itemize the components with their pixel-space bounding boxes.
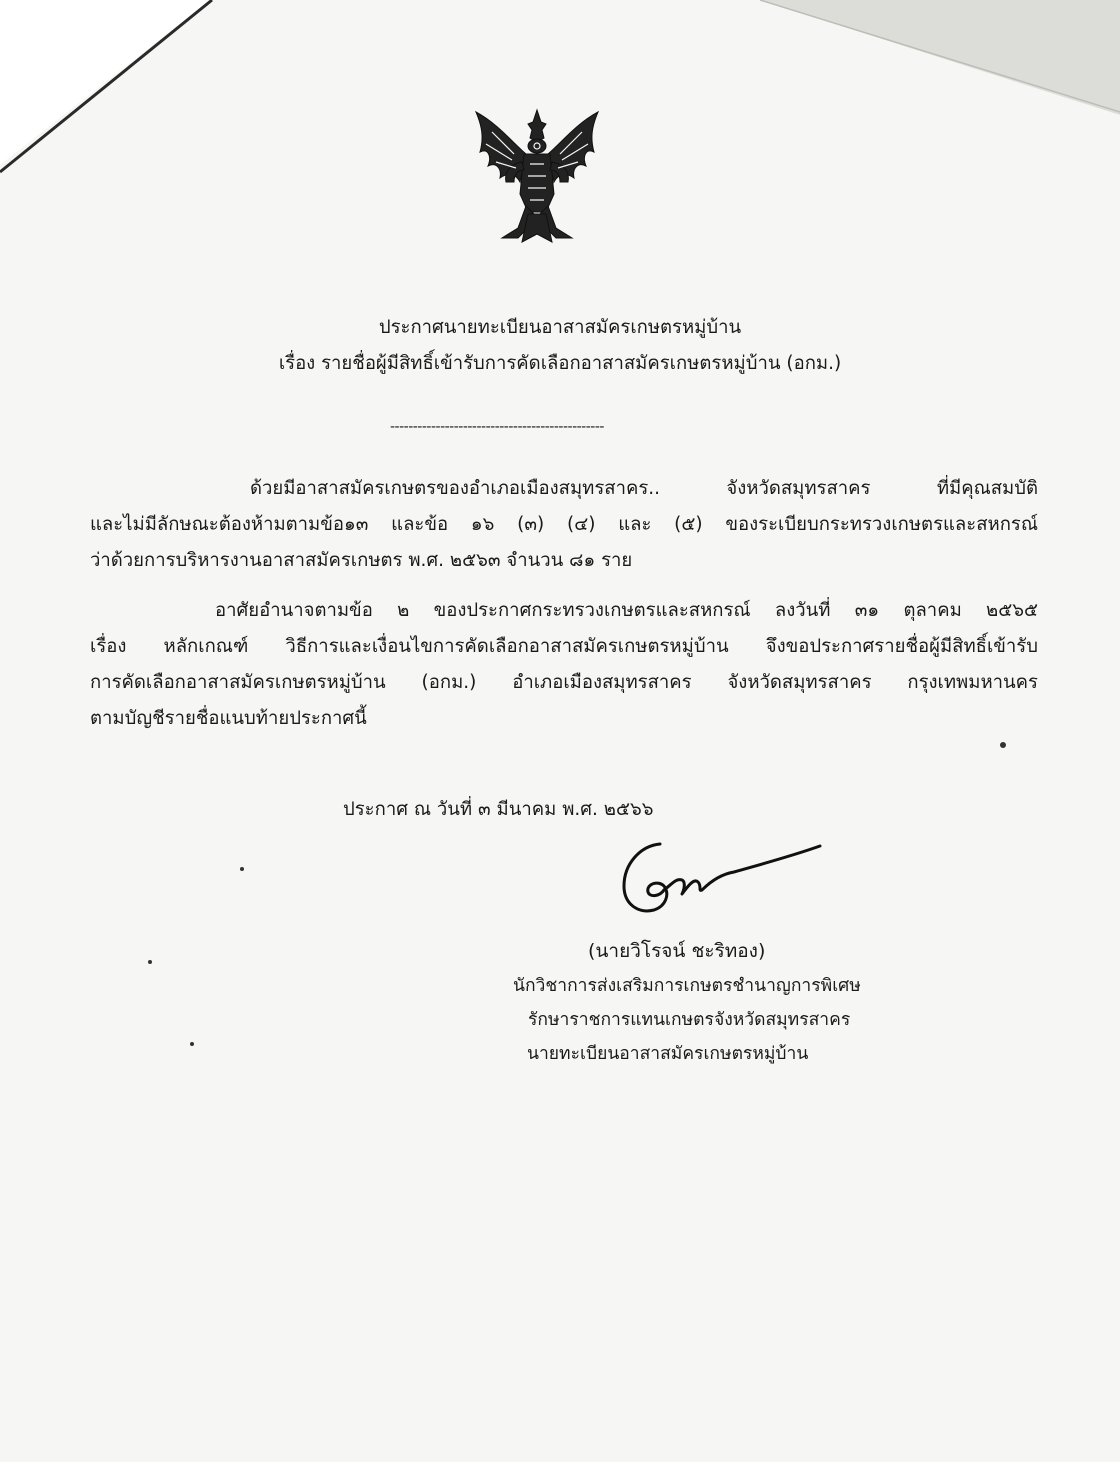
para1-line3: ว่าด้วยการบริหารงานอาสาสมัครเกษตร พ.ศ. ๒๕๖๓ จำนวน ๘๑ ราย (90, 550, 633, 571)
para1-line1: ด้วยมีอาสาสมัครเกษตรของอำเภอเมืองสมุทรสาคร.. จังหวัดสมุทรสาคร ที่มีคุณสมบัติ (250, 478, 1038, 499)
scan-speck (148, 960, 152, 964)
announcement-title: ประกาศนายทะเบียนอาสาสมัครเกษตรหมู่บ้าน (378, 317, 742, 338)
scan-speck (240, 867, 244, 871)
para2-line1: อาศัยอำนาจตามข้อ ๒ ของประกาศกระทรวงเกษตรและสหกรณ์ ลงวันที่ ๓๑ ตุลาคม ๒๕๖๕ (215, 600, 1038, 621)
signatory-position-2: รักษาราชการแทนเกษตรจังหวัดสมุทรสาคร (528, 1010, 851, 1030)
para2-line3: การคัดเลือกอาสาสมัครเกษตรหมู่บ้าน (อกม.) อำเภอเมืองสมุทรสาคร จังหวัดสมุทรสาคร กรุงเทพมหานคร (90, 672, 1038, 693)
signatory-position-3: นายทะเบียนอาสาสมัครเกษตรหมู่บ้าน (527, 1044, 809, 1064)
para2-line4: ตามบัญชีรายชื่อแนบท้ายประกาศนี้ (90, 708, 367, 729)
signatory-name: (นายวิโรจน์ ชะริทอง) (588, 940, 766, 962)
divider: ----------------------------------------------- (390, 419, 604, 435)
announcement-subject: เรื่อง รายชื่อผู้มีสิทธิ์เข้ารับการคัดเลือกอาสาสมัครเกษตรหมู่บ้าน (อกม.) (278, 353, 842, 374)
para2-line2: เรื่อง หลักเกณฑ์ วิธีการและเงื่อนไขการคัดเลือกอาสาสมัครเกษตรหมู่บ้าน จึงขอประกาศรายชื่อผู้มีสิทธิ์เข้ารับ (90, 636, 1038, 657)
garuda-emblem-icon (462, 102, 612, 252)
signatory-position-1: นักวิชาการส่งเสริมการเกษตรชำนาญการพิเศษ (513, 976, 861, 996)
scan-speck (1000, 742, 1006, 748)
scan-speck (190, 1042, 194, 1046)
para1-line2: และไม่มีลักษณะต้องห้ามตามข้อ๑๓ และข้อ ๑๖ (๓) (๔) และ (๕) ของระเบียบกระทรวงเกษตรและสหกรณ์ (90, 514, 1038, 535)
announcement-date: ประกาศ ณ วันที่ ๓ มีนาคม พ.ศ. ๒๕๖๖ (343, 799, 654, 820)
handwritten-signature (612, 834, 827, 920)
